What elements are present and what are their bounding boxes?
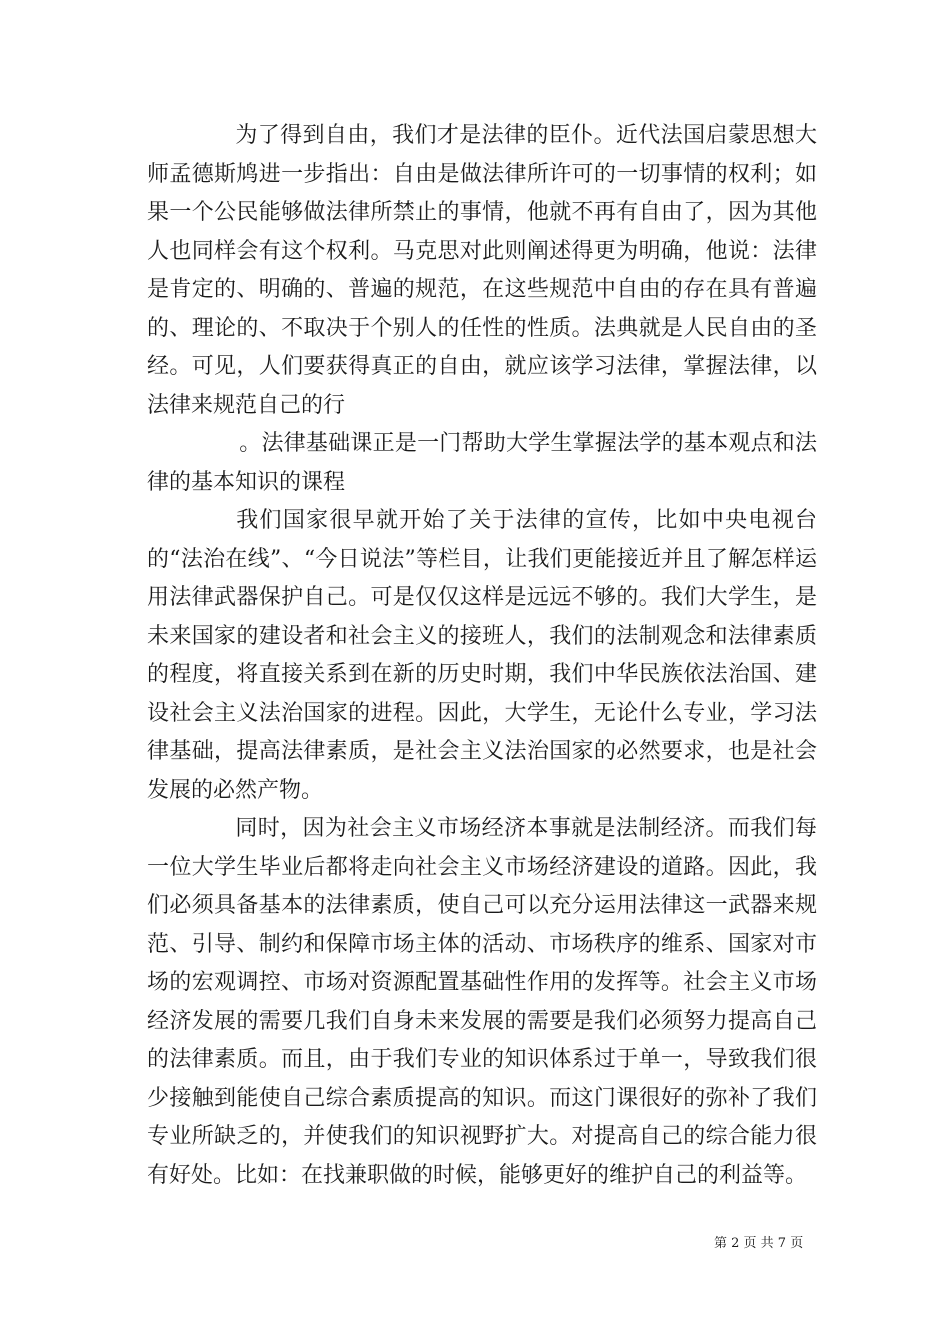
paragraph-1 (147, 117, 817, 425)
paragraph-4-text: 同时，因为社会主义市场经济本事就是法制经济。而我们每一位大学生毕业后都将走向社会主义市场经济建设的道路。因此，我们必须具备基本的法律素质，使自己可以充分运用法律这一武器来规范、引导、制约和保障市场主体的活动、市场秩序的维系、国家对市场的宏观调控、市场对资源配置基础性作用的发挥等。社会主义市场经济发展的需要几我们自身未来发展的需要是我们必须努力提高自己的法律素质。而且，由于我们专业的知识体系过于单一，导致我们很少接触到能使自己综合素质提高的知识。而这门课很好的弥补了我们专业所缺乏的，并使我们的知识视野扩大。对提高自己的综合能力很有好处。比如：在找兼职做的时候，能够更好的维护自己的利益等。 (147, 816, 817, 1188)
paragraph-3-text: 我们国家很早就开始了关于法律的宣传，比如中央电视台的“法治在线”、“今日说法”等栏目，让我们更能接近并且了解怎样运用法律武器保护自己。可是仅仅这样是远远不够的。我们大学生，是未来国家的建设者和社会主义的接班人，我们的法制观念和法律素质的程度，将直接关系到在新的历史时期，我们中华民族依法治国、建设社会主义法治国家的进程。因此，大学生，无论什么专业，学习法律基础，提高法律素质，是社会主义法治国家的必然要求，也是社会发展的必然产物。 (147, 508, 817, 803)
paragraph-2-text: 。法律基础课正是一门帮助大学生掌握法学的基本观点和法律的基本知识的课程 (147, 431, 817, 495)
page-number-footer: 第 2 页 共 7 页 (714, 1236, 804, 1251)
paragraph-1-text: 为了得到自由，我们才是法律的臣仆。近代法国启蒙思想大师孟德斯鸠进一步指出：自由是做法律所许可的一切事情的权利；如果一个公民能够做法律所禁止的事情，他就不再有自由了，因为其他人也同样会有这个权利。马克思对此则阐述得更为明确，他说：法律是肯定的、明确的、普遍的规范，在这些规范中自由的存在具有普遍的、理论的、不取决于个别人的任性的性质。法典就是人民自由的圣经。可见，人们要获得真正的自由，就应该学习法律，掌握法律，以法律来规范自己的行 (147, 123, 817, 418)
paragraph-4 (147, 810, 817, 1195)
paragraph-3 (147, 502, 817, 810)
document-body (147, 117, 817, 1195)
paragraph-2 (147, 425, 817, 502)
